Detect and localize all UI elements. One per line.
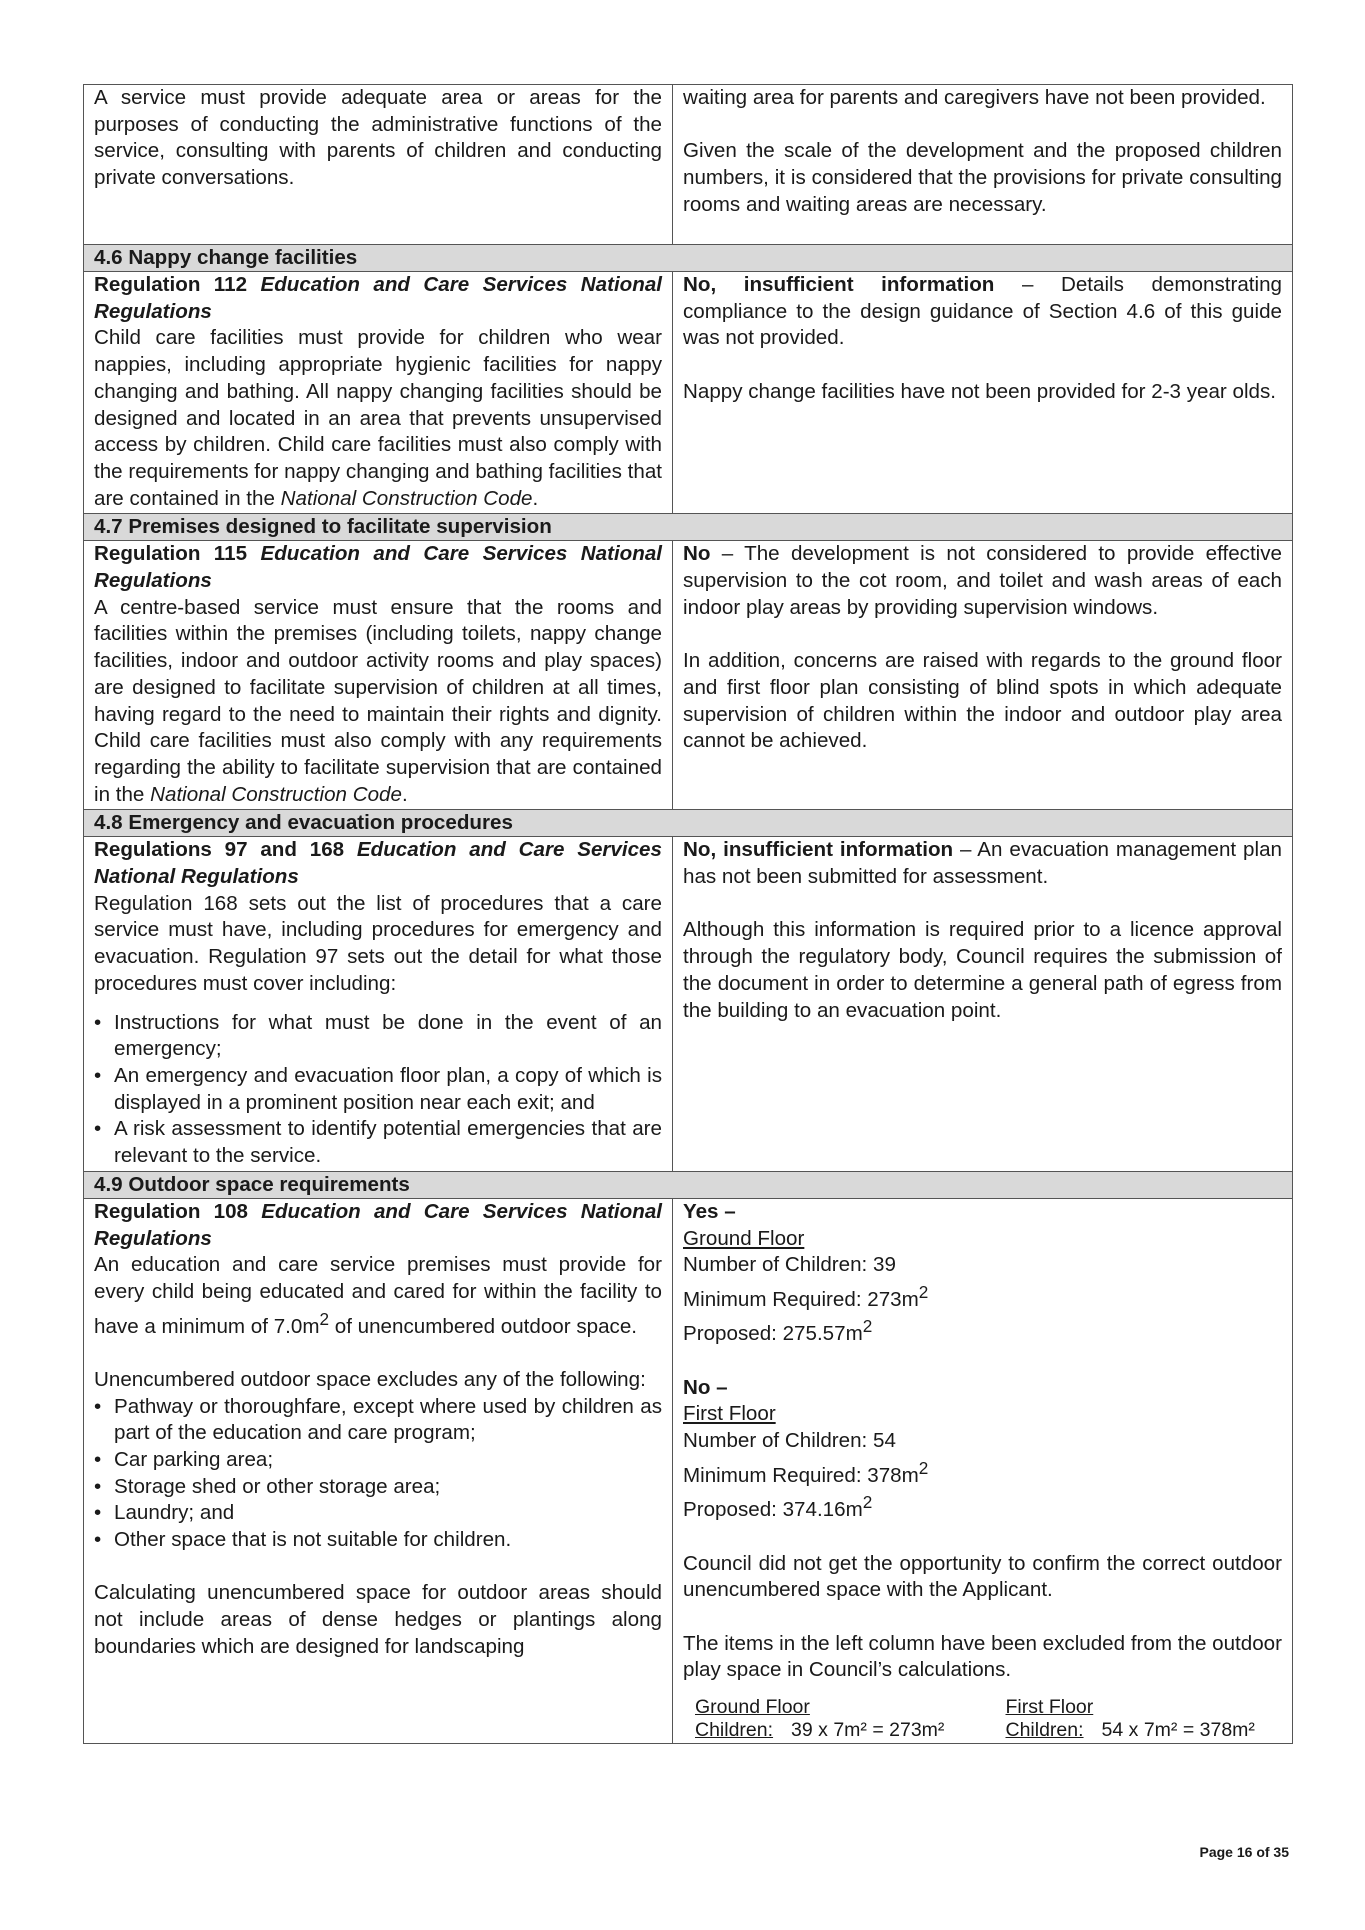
requirement-text: Child care facilities must provide for children who wear nappies, including appropriate hygienic facilities for nappy changing and bathing. All nappy changing facilities should be designed and located in an area that prevents unsupervised access by children. Child care facilities must also comply with the requirements for nappy changing and bathing facilities that are contained in the National Construction Code. bbox=[94, 326, 662, 510]
first-children: Number of Children: 54 bbox=[683, 1429, 896, 1453]
calc-heading: First Floor bbox=[1005, 1696, 1094, 1719]
section-heading-row bbox=[84, 810, 1293, 837]
assessment-text: Although this information is required prior to a licence approval through the regulatory body, Council requires the submission of the document in order to determine a general path of egress from the building to an evacuation point. bbox=[683, 918, 1282, 1022]
regulation-title: Regulation 108 Education and Care Services National Regulations bbox=[94, 1199, 662, 1250]
assessment-text: Given the scale of the development and the proposed children numbers, it is considered that the provisions for private consulting rooms and waiting areas are necessary. bbox=[683, 139, 1282, 216]
regulation-title: Regulations 97 and 168 Education and Care Services National Regulations bbox=[94, 838, 662, 889]
table-row bbox=[84, 1198, 1293, 1743]
section-heading-row bbox=[84, 514, 1293, 541]
section-heading: 4.8 Emergency and evacuation procedures bbox=[84, 810, 1293, 837]
requirement-text: An education and care service premises must provide for every child being educated and cared for within the facility to have a minimum of $7.0m^2$ of unencumbered outdoor space. bbox=[94, 1253, 662, 1338]
section-heading-row bbox=[84, 1171, 1293, 1198]
section-heading: 4.7 Premises designed to facilitate supervision bbox=[84, 514, 1293, 541]
calc-value: 54 x 7m² = 378m² bbox=[1101, 1719, 1255, 1742]
list-item: • Storage shed or other storage area; bbox=[114, 1474, 662, 1501]
requirement-text: A centre-based service must ensure that the rooms and facilities within the premises (including toilets, nappy change facilities, indoor and outdoor activity rooms and play spaces) are designed to facilitate supervision of children at all times, having regard to the need to maintain their rights and dignity. Child care facilities must also comply with any requirements regarding the ability to facilitate supervision that are contained in the National Construction Code. bbox=[94, 595, 662, 806]
requirement-cell bbox=[84, 272, 673, 514]
calc-value: 39 x 7m² = 273m² bbox=[791, 1719, 945, 1742]
calc-heading: Ground Floor bbox=[695, 1696, 810, 1719]
regulation-title: Regulation 115 Education and Care Services National Regulations bbox=[94, 542, 663, 593]
assessment-verdict: No, insufficient information – Details demonstrating compliance to the design guidance of Section 4.6 of this guide was not provided. bbox=[683, 273, 1282, 350]
first-proposed: Proposed: $374.16m^2$ bbox=[683, 1492, 873, 1522]
table-row bbox=[84, 85, 1293, 245]
list-item: • An emergency and evacuation floor plan, a copy of which is displayed in a prominent position near each exit; and bbox=[114, 1063, 662, 1116]
list-item: • Instructions for what must be done in the event of an emergency; bbox=[114, 1010, 662, 1063]
assessment-cell bbox=[673, 1198, 1293, 1743]
regulation-title: Regulation 112 Education and Care Services National Regulations bbox=[94, 273, 663, 323]
ground-floor-label: Ground Floor bbox=[683, 1226, 805, 1250]
requirement-cell bbox=[84, 85, 673, 245]
assessment-cell bbox=[673, 541, 1293, 810]
requirement-cell bbox=[84, 837, 673, 1171]
ground-children: Number of Children: 39 bbox=[683, 1253, 896, 1277]
assessment-text: In addition, concerns are raised with regards to the ground floor and first floor plan consisting of blind spots in which adequate supervision of children within the indoor and outdoor play area cannot be achieved. bbox=[683, 649, 1282, 753]
ground-minimum: Minimum Required: $273m^2$ bbox=[683, 1281, 929, 1311]
page-number: Page 16 of 35 bbox=[1199, 1844, 1289, 1860]
section-heading: 4.6 Nappy change facilities bbox=[84, 245, 1293, 272]
calc-label: Children: bbox=[1005, 1719, 1084, 1742]
exclusion-list bbox=[94, 1394, 662, 1554]
table-row bbox=[84, 541, 1293, 810]
document-page bbox=[83, 84, 1293, 1744]
requirement-text: Unencumbered outdoor space excludes any of the following: bbox=[94, 1367, 646, 1391]
assessment-verdict: Yes – bbox=[683, 1199, 736, 1223]
assessment-verdict: No – The development is not considered to provide effective supervision to the cot room, and toilet and wash areas of each indoor play areas by providing supervision windows. bbox=[683, 542, 1282, 619]
assessment-text: The items in the left column have been excluded from the outdoor play space in Council’s calculations. bbox=[683, 1631, 1282, 1682]
first-minimum: Minimum Required: $378m^2$ bbox=[683, 1457, 929, 1487]
requirement-cell bbox=[84, 541, 673, 810]
section-heading-row bbox=[84, 245, 1293, 272]
procedure-list bbox=[94, 1010, 662, 1170]
assessment-verdict: No, insufficient information – An evacuation management plan has not been submitted for assessment. bbox=[683, 838, 1282, 889]
requirement-text: Calculating unencumbered space for outdoor areas should not include areas of dense hedges or plantings along boundaries which are designed for landscaping bbox=[94, 1581, 662, 1658]
requirement-text: A service must provide adequate area or areas for the purposes of conducting the administrative functions of the service, consulting with parents of children and conducting private conversations. bbox=[94, 86, 662, 190]
table-row bbox=[84, 272, 1293, 514]
first-floor-label: First Floor bbox=[683, 1402, 776, 1426]
ground-calculation bbox=[695, 1696, 972, 1742]
assessment-cell bbox=[673, 837, 1293, 1171]
calc-label: Children: bbox=[695, 1719, 774, 1742]
list-item: • Laundry; and bbox=[114, 1500, 662, 1527]
list-item: • Pathway or thoroughfare, except where used by children as part of the education and care program; bbox=[114, 1394, 662, 1447]
list-item: • Other space that is not suitable for children. bbox=[114, 1527, 662, 1554]
ground-proposed: Proposed: $275.57m^2$ bbox=[683, 1316, 873, 1346]
assessment-cell bbox=[673, 272, 1293, 514]
section-heading: 4.9 Outdoor space requirements bbox=[84, 1171, 1293, 1198]
assessment-text: Council did not get the opportunity to confirm the correct outdoor unencumbered space with the Applicant. bbox=[683, 1551, 1282, 1602]
assessment-verdict: No – bbox=[683, 1375, 728, 1399]
assessment-text: Nappy change facilities have not been provided for 2-3 year olds. bbox=[683, 379, 1277, 403]
calculation-block bbox=[695, 1696, 1282, 1742]
table-row bbox=[84, 837, 1293, 1171]
first-calculation bbox=[1006, 1696, 1283, 1742]
assessment-cell bbox=[673, 85, 1293, 245]
list-item: • A risk assessment to identify potential emergencies that are relevant to the service. bbox=[114, 1116, 662, 1169]
assessment-table bbox=[83, 84, 1293, 1744]
assessment-text: waiting area for parents and caregivers have not been provided. bbox=[683, 86, 1266, 109]
requirement-text: Regulation 168 sets out the list of procedures that a care service must have, including procedures for emergency and evacuation. Regulation 97 sets out the detail for what those procedures must cover including: bbox=[94, 891, 662, 995]
requirement-cell bbox=[84, 1198, 673, 1743]
list-item: • Car parking area; bbox=[114, 1447, 662, 1474]
